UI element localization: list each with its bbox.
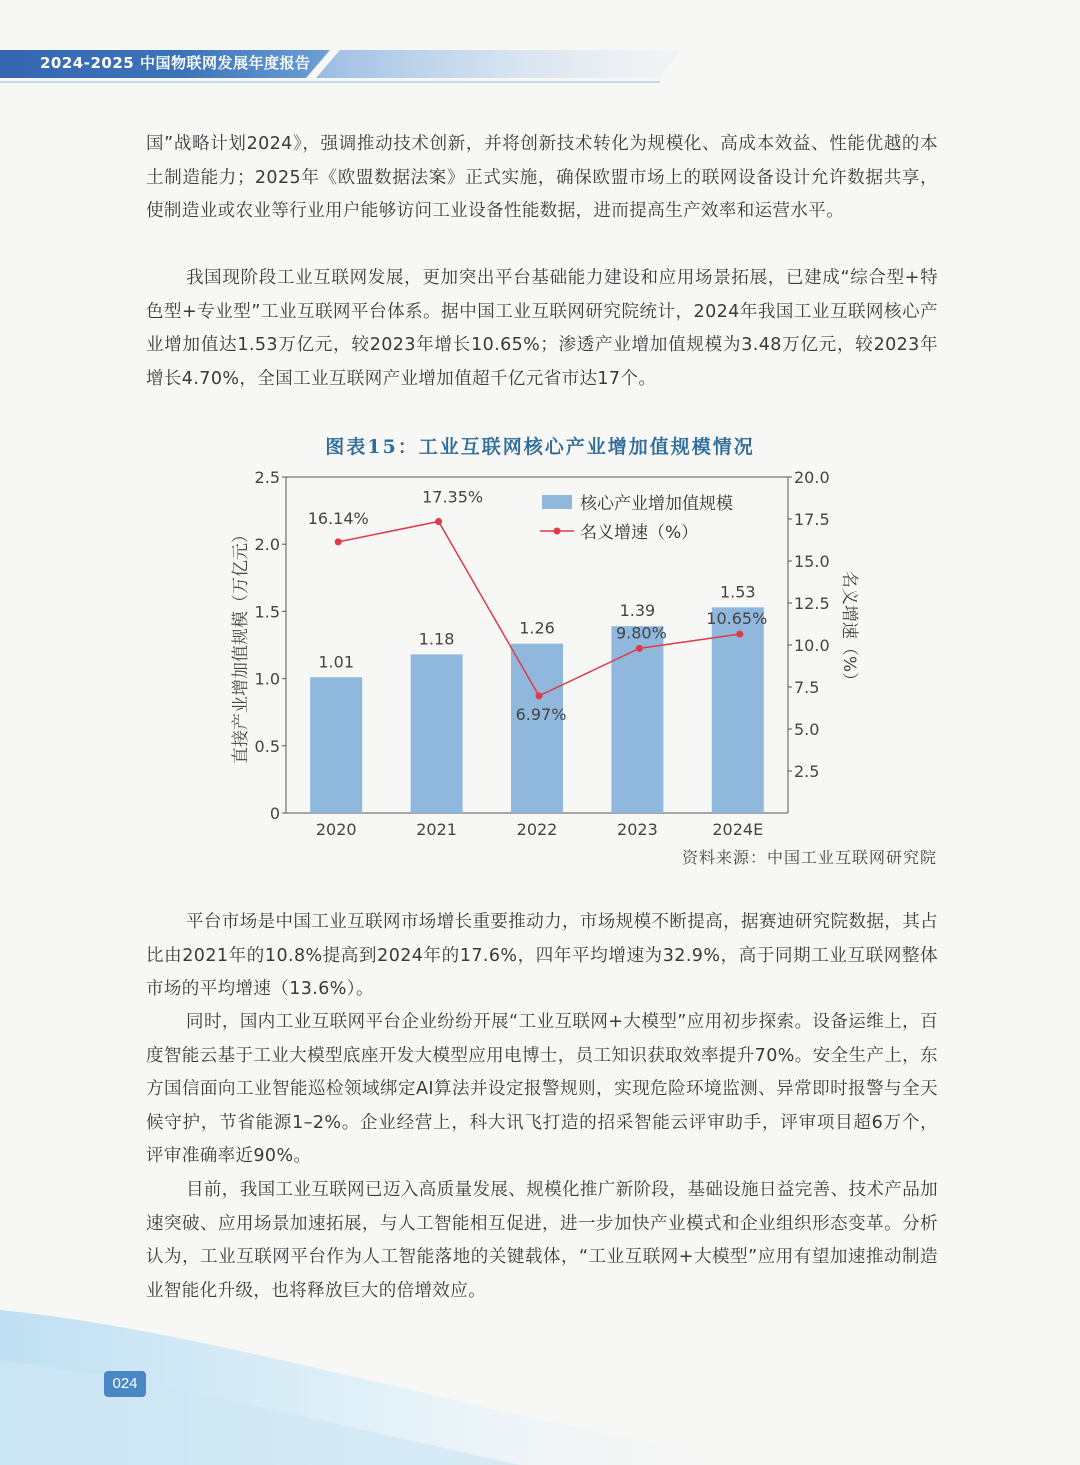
- right-tick-label: 10.0: [794, 636, 830, 655]
- right-tick-label: 20.0: [794, 468, 830, 487]
- decorative-wave: [0, 1290, 1080, 1465]
- paragraph-4: 同时，国内工业互联网平台企业纷纷开展“工业互联网+大模型”应用初步探索。设备运维上，百度智能云基于工业大模型底座开发大模型应用电博士，员工知识获取效率提升70%。安全生产上，东方国信面向工业智能巡检领域绑定AI算法并设定报警规则，实现危险环境监测、异常即时报警与全天候守护，节省能源1–2%。企业经营上，科大讯飞打造的招采智能云评审助手，评审项目超6万个，评审准确率近90%。: [146, 1012, 938, 1167]
- growth-point: [335, 538, 342, 545]
- bar-value-label: 1.18: [418, 629, 455, 649]
- right-tick-label: 15.0: [794, 552, 830, 571]
- right-tick-label: 2.5: [794, 762, 820, 781]
- bar: [310, 677, 362, 813]
- growth-value-label: 6.97%: [515, 704, 567, 724]
- chart-source: 资料来源：中国工业互联网研究院: [681, 848, 937, 867]
- left-tick-label: 1.5: [254, 602, 280, 622]
- legend-label-bar: 核心产业增加值规模: [580, 494, 733, 514]
- bar-value-label: 1.01: [318, 652, 355, 672]
- growth-value-label: 16.14%: [307, 508, 369, 528]
- left-tick-label: 1.0: [254, 669, 280, 689]
- paragraph-1: 国”战略计划2024》，强调推动技术创新，并将创新技术转化为规模化、高成本效益、性能优越的本土制造能力；2025年《欧盟数据法案》正式实施，确保欧盟市场上的联网设备设计允许数据共享，使制造业或农业等行业用户能够访问工业设备性能数据，进而提高生产效率和运营水平。: [146, 134, 938, 222]
- bar: [712, 607, 764, 813]
- right-tick-label: 5.0: [794, 720, 820, 739]
- report-title: 2024-2025 中国物联网发展年度报告: [40, 54, 311, 72]
- legend-swatch-bar: [542, 495, 572, 509]
- x-tick-label: 2020: [315, 820, 357, 839]
- legend-swatch-point: [554, 528, 561, 535]
- bar-line-chart: [220, 462, 860, 847]
- left-tick-label: 2.0: [254, 535, 280, 555]
- growth-point: [636, 645, 643, 652]
- growth-value-label: 10.65%: [706, 609, 768, 629]
- x-tick-label: 2024E: [712, 820, 764, 839]
- growth-value-label: 17.35%: [422, 487, 484, 507]
- x-tick-label: 2021: [416, 820, 457, 839]
- y-axis-title: 直接产业增加值规模（万亿元）: [231, 526, 251, 764]
- growth-point: [435, 518, 442, 525]
- right-tick-label: 12.5: [794, 594, 830, 613]
- page-number: 024: [104, 1371, 146, 1397]
- bar: [411, 654, 463, 813]
- bar: [611, 626, 663, 813]
- x-tick-label: 2022: [516, 820, 558, 839]
- growth-value-label: 9.80%: [615, 623, 667, 643]
- left-tick-label: 0.5: [254, 736, 280, 756]
- paragraph-5: 目前，我国工业互联网已迈入高质量发展、规模化推广新阶段，基础设施日益完善、技术产品加速突破、应用场景加速拓展，与人工智能相互促进，进一步加快产业模式和企业组织形态变革。分析认为，工业互联网平台作为人工智能落地的关键载体，“工业互联网+大模型”应用有望加速推动制造业智能化升级，也将释放巨大的倍增效应。: [146, 1180, 938, 1301]
- growth-point: [736, 631, 743, 638]
- right-tick-label: 7.5: [794, 678, 820, 697]
- bar-value-label: 1.53: [719, 582, 756, 602]
- bar-value-label: 1.39: [619, 601, 656, 621]
- chart-title: 图表15：工业互联网核心产业增加值规模情况: [325, 436, 755, 458]
- x-tick-label: 2023: [617, 820, 658, 839]
- left-tick-label: 2.5: [254, 468, 280, 487]
- growth-point: [536, 692, 543, 699]
- bar-value-label: 1.26: [519, 618, 555, 638]
- bar: [511, 644, 563, 813]
- right-tick-label: 17.5: [794, 510, 830, 529]
- paragraph-2: 我国现阶段工业互联网发展，更加突出平台基础能力建设和应用场景拓展，已建成“综合型+特色型+专业型”工业互联网平台体系。据中国工业互联网研究院统计，2024年我国工业互联网核心产业增加值达1.53万亿元，较2023年增长10.65%；渗透产业增加值规模为3.48万亿元，较2023年增长4.70%，全国工业互联网产业增加值超千亿元省市达17个。: [146, 268, 938, 389]
- left-tick-label: 0: [269, 804, 280, 823]
- paragraph-3: 平台市场是中国工业互联网市场增长重要推动力，市场规模不断提高，据赛迪研究院数据，其占比由2021年的10.8%提高到2024年的17.6%，四年平均增速为32.9%，高于同期工业互联网整体市场的平均增速（13.6%）。: [146, 912, 938, 1000]
- legend-label-line: 名义增速（%）: [580, 523, 699, 543]
- y2-axis-title: 名义增速（%）: [839, 570, 859, 690]
